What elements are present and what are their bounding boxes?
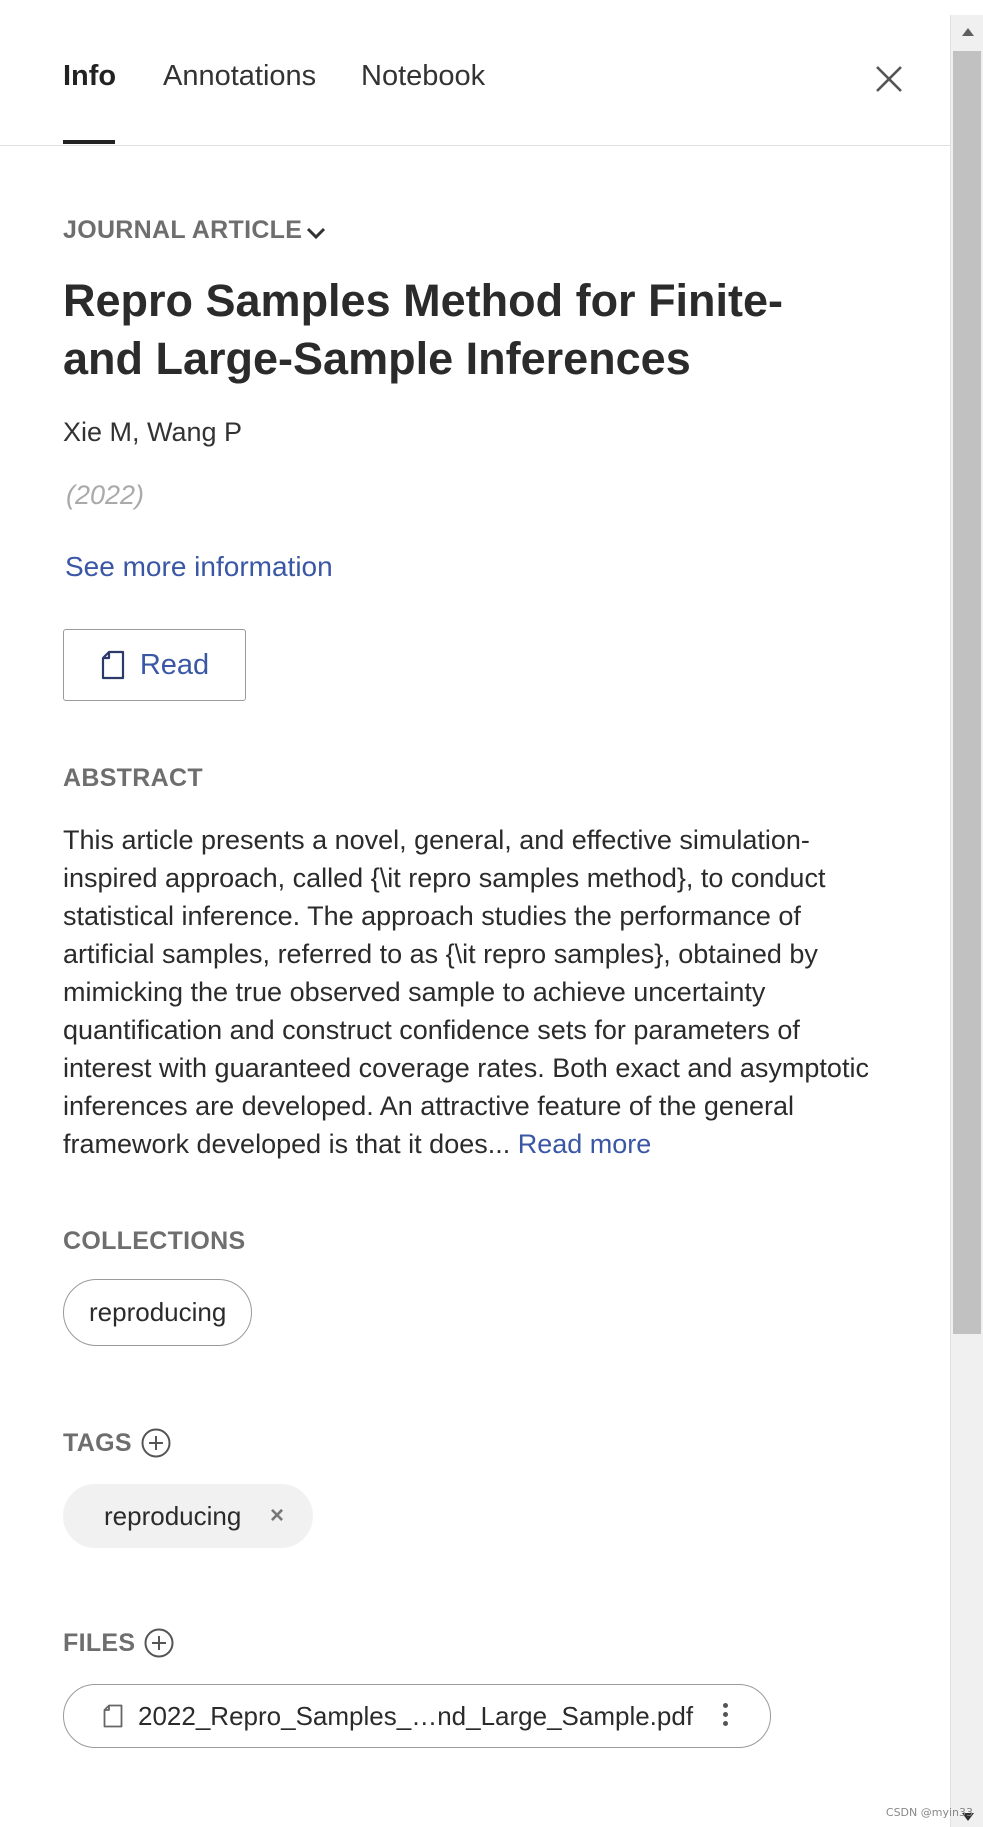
close-button[interactable]: [870, 60, 908, 98]
add-file-plus-circle-icon[interactable]: [143, 1627, 175, 1659]
tags-heading-text: TAGS: [63, 1428, 132, 1457]
tag-chip-label: reproducing: [104, 1500, 242, 1531]
abstract-heading: [63, 764, 203, 793]
see-more-information-link[interactable]: See more information: [65, 551, 333, 582]
reference-year: (2022): [66, 480, 145, 510]
file-name: 2022_Repro_Samples_…nd_Large_Sample.pdf: [138, 1700, 694, 1731]
remove-tag-close-icon[interactable]: ×: [269, 1502, 284, 1529]
file-chip[interactable]: [63, 1684, 771, 1748]
scroll-up-arrow-icon[interactable]: [951, 15, 983, 49]
collections-heading-text: COLLECTIONS: [63, 1227, 246, 1255]
scrollbar[interactable]: [950, 15, 983, 1827]
tab-annotations[interactable]: Annotations: [163, 60, 317, 92]
collection-chip[interactable]: [63, 1279, 252, 1346]
tab-bar: [0, 0, 950, 146]
read-more-link[interactable]: Read more: [517, 1129, 652, 1159]
abstract-text: This article presents a novel, general, and effective simulation-inspired approach, called {\it repro samples method}, to conduct statistical inference. The approach studies the performance of artificial samples, referred to as {\it repro samples}, obtained by mimicking the true observed sample to achieve uncertainty quantification and construct confidence sets for parameters of interest with guaranteed coverage rates. Both exact and asymptotic inferences are developed. An attractive feature of the general framework developed is that it does...: [63, 825, 869, 1159]
reference-authors: Xie M, Wang P: [63, 417, 243, 447]
add-tag-plus-circle-icon[interactable]: [140, 1427, 172, 1459]
read-button[interactable]: [63, 629, 246, 701]
files-heading: [63, 1627, 175, 1659]
collection-chip-label: reproducing: [89, 1297, 227, 1327]
watermark: CSDN @myin33: [885, 1806, 973, 1819]
tab-info[interactable]: Info: [63, 60, 117, 92]
files-heading-text: FILES: [63, 1628, 136, 1657]
close-icon: [870, 60, 908, 98]
abstract-heading-text: ABSTRACT: [63, 764, 203, 792]
file-icon: [102, 1704, 124, 1728]
reference-type-label: JOURNAL ARTICLE: [63, 216, 303, 244]
document-icon: [100, 650, 126, 680]
tab-notebook[interactable]: Notebook: [361, 60, 486, 92]
collections-heading: [63, 1227, 245, 1256]
tag-chip[interactable]: [63, 1484, 313, 1548]
read-button-label: Read: [139, 648, 210, 681]
active-tab-indicator: [63, 140, 115, 144]
abstract-body: [63, 821, 888, 1163]
scrollbar-thumb[interactable]: [953, 51, 981, 1334]
reference-type-selector[interactable]: [63, 216, 326, 245]
reference-title: Repro Samples Method for Finite- and Large-Sample Inferences: [63, 275, 784, 384]
tags-heading: [63, 1427, 172, 1459]
file-more-kebab-menu-icon[interactable]: [720, 1703, 730, 1729]
chevron-down-icon: [306, 226, 326, 240]
